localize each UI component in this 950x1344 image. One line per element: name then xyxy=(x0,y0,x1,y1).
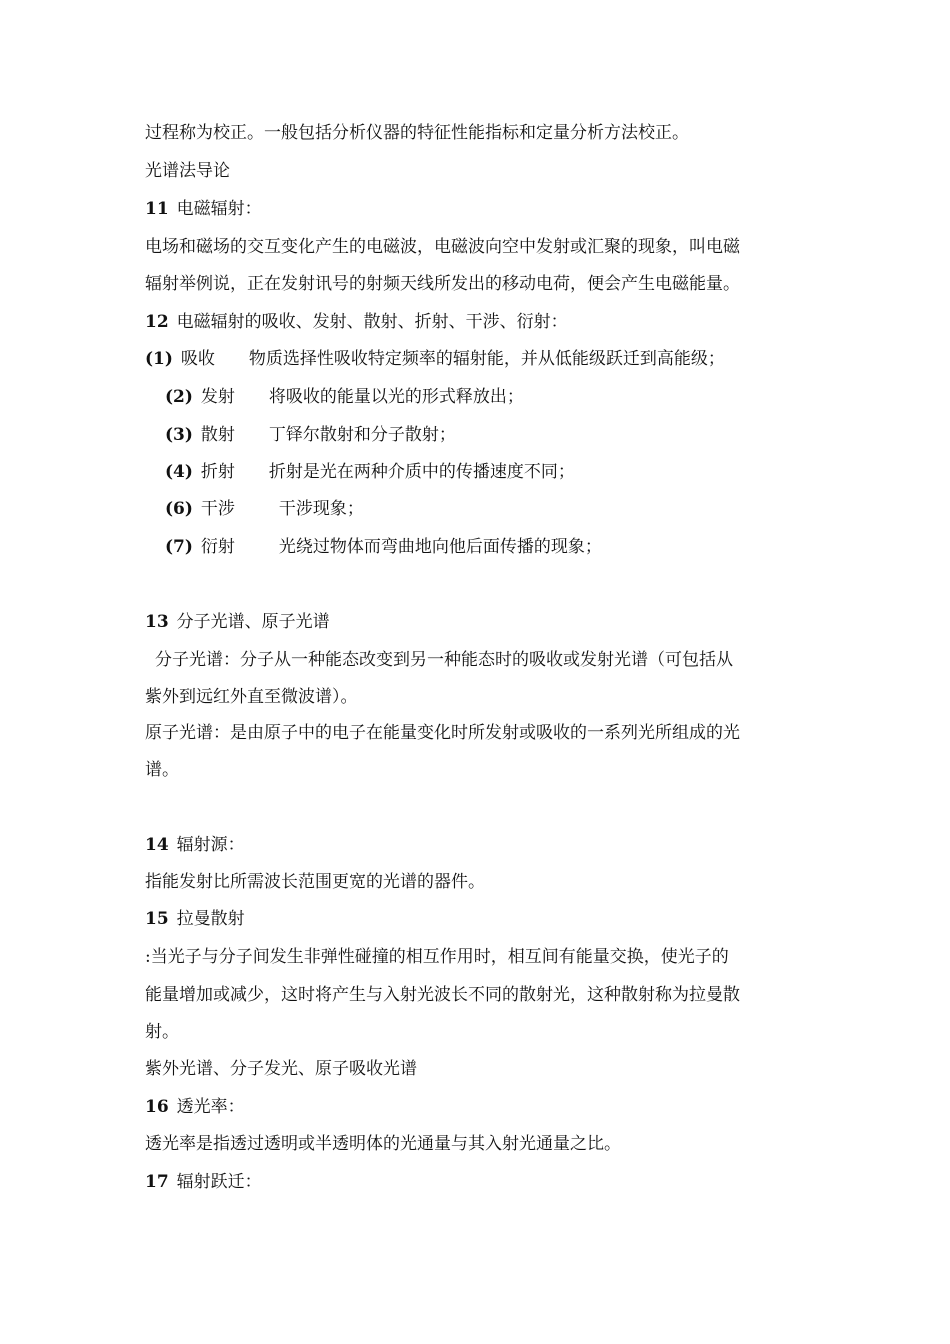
item-number: (3) xyxy=(165,425,193,445)
paragraph-line: 指能发射比所需波长范围更宽的光谱的器件。 xyxy=(145,872,485,892)
section-number: 11 xyxy=(145,199,169,219)
paragraph-line: 透光率是指透过透明或半透明体的光通量与其入射光通量之比。 xyxy=(145,1134,621,1154)
section-title: 电磁辐射： xyxy=(176,199,262,219)
section-heading-15 xyxy=(145,908,815,930)
list-item-refraction xyxy=(165,461,835,483)
paragraph-line: 原子光谱：是由原子中的电子在能量变化时所发射或吸收的一系列光所组成的光 xyxy=(145,723,740,743)
item-label: 折射 xyxy=(200,462,235,482)
item-number: (6) xyxy=(165,499,193,519)
paragraph-line: 辐射举例说，正在发射讯号的射频天线所发出的移动电荷，便会产生电磁能量。 xyxy=(145,274,740,294)
list-item-emission xyxy=(165,386,835,408)
item-text: 干涉现象； xyxy=(278,499,364,519)
section-heading-13 xyxy=(145,611,815,633)
section-heading-12 xyxy=(145,311,815,333)
paragraph-line: 射。 xyxy=(145,1022,179,1042)
paragraph-line: 谱。 xyxy=(145,760,179,780)
paragraph-line: 能量增加或减少，这时将产生与入射光波长不同的散射光，这种散射称为拉曼散 xyxy=(145,985,740,1005)
chapter-heading: 光谱法导论 xyxy=(145,161,230,181)
section-title: 拉曼散射 xyxy=(176,909,245,929)
item-text: 物质选择性吸收特定频率的辐射能，并从低能级跃迁到高能级； xyxy=(248,349,725,369)
list-item-absorption xyxy=(145,348,815,370)
section-heading-17 xyxy=(145,1171,815,1193)
section-number: 15 xyxy=(145,909,169,929)
list-item-interference xyxy=(165,498,835,520)
list-item-scattering xyxy=(165,424,835,446)
item-number: (4) xyxy=(165,462,193,482)
item-label: 干涉 xyxy=(200,499,235,519)
section-title: 电磁辐射的吸收、发射、散射、折射、干涉、衍射： xyxy=(176,312,568,332)
item-number: (2) xyxy=(165,387,193,407)
item-label: 衍射 xyxy=(200,537,235,557)
item-label: 发射 xyxy=(200,387,235,407)
section-title: 辐射源： xyxy=(176,835,245,855)
section-number: 12 xyxy=(145,312,169,332)
paragraph-line: 紫外光谱、分子发光、原子吸收光谱 xyxy=(145,1059,417,1079)
section-title: 辐射跃迁： xyxy=(176,1172,262,1192)
item-text: 将吸收的能量以光的形式释放出； xyxy=(268,387,524,407)
list-item-diffraction xyxy=(165,536,835,558)
item-text: 折射是光在两种介质中的传播速度不同； xyxy=(268,462,575,482)
section-title: 分子光谱、原子光谱 xyxy=(176,612,330,632)
section-heading-16 xyxy=(145,1096,815,1118)
paragraph-line: :当光子与分子间发生非弹性碰撞的相互作用时，相互间有能量交换，使光子的 xyxy=(145,947,729,967)
section-heading-14 xyxy=(145,834,815,856)
section-title: 透光率： xyxy=(176,1097,245,1117)
section-number: 17 xyxy=(145,1172,169,1192)
item-text: 丁铎尔散射和分子散射； xyxy=(268,425,456,445)
section-number: 14 xyxy=(145,835,169,855)
paragraph-line: 分子光谱：分子从一种能态改变到另一种能态时的吸收或发射光谱（可包括从 xyxy=(155,650,733,670)
item-label: 吸收 xyxy=(180,349,215,369)
item-label: 散射 xyxy=(200,425,235,445)
paragraph-line: 过程称为校正。一般包括分析仪器的特征性能指标和定量分析方法校正。 xyxy=(145,123,689,143)
paragraph-line: 电场和磁场的交互变化产生的电磁波，电磁波向空中发射或汇聚的现象，叫电磁 xyxy=(145,237,740,257)
section-number: 16 xyxy=(145,1097,169,1117)
section-number: 13 xyxy=(145,612,169,632)
item-number: (1) xyxy=(145,349,173,369)
paragraph-line: 紫外到远红外直至微波谱）。 xyxy=(145,687,358,707)
item-text: 光绕过物体而弯曲地向他后面传播的现象； xyxy=(278,537,602,557)
section-heading-11 xyxy=(145,198,815,220)
item-number: (7) xyxy=(165,537,193,557)
